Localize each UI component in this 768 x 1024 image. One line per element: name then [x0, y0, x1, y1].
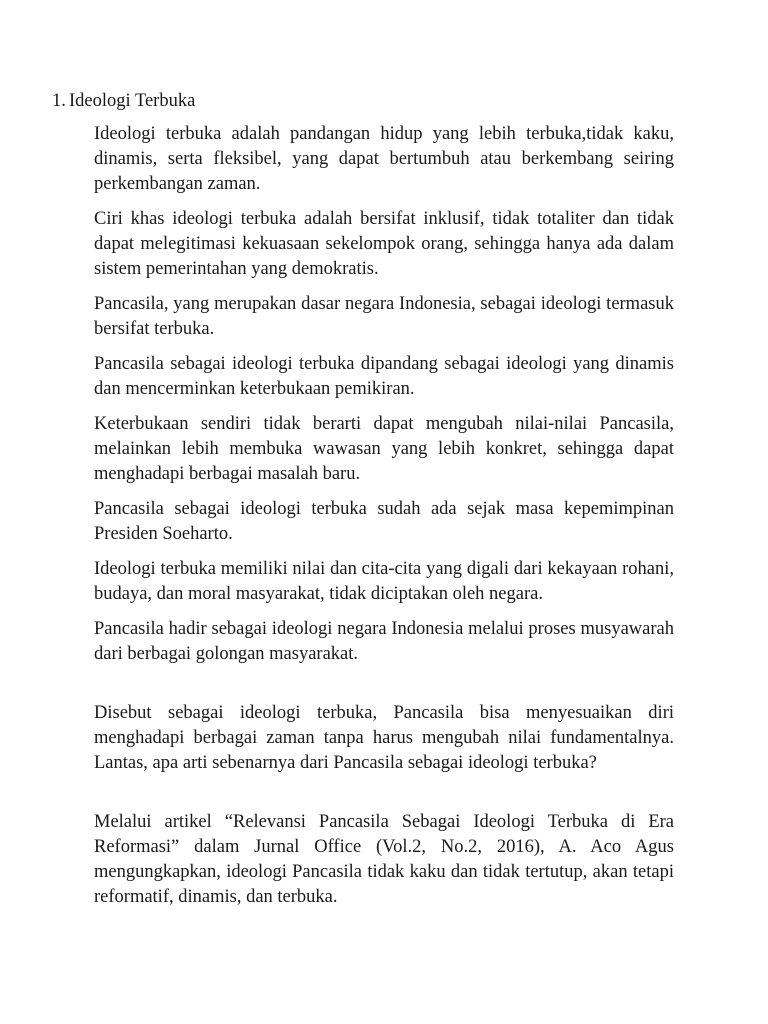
paragraph-definition: Ideologi terbuka adalah pandangan hidup yang lebih terbuka,tidak kaku, dinamis, serta fleksibel, yang dapat bertumbuh atau berkembang seiring perkembangan zaman. — [94, 124, 674, 194]
paragraph-history: Pancasila sebagai ideologi terbuka sudah ada sejak masa kepemimpinan Presiden Soeharto. — [94, 499, 674, 544]
section-title: Ideologi Terbuka — [69, 91, 196, 111]
section-body — [94, 122, 674, 910]
section-heading — [52, 89, 195, 113]
paragraph-deliberation: Pancasila hadir sebagai ideologi negara Indonesia melalui proses musyawarah dari berbagai golongan masyarakat. — [94, 619, 674, 664]
paragraph-pancasila-open: Pancasila, yang merupakan dasar negara Indonesia, sebagai ideologi termasuk bersifat terbuka. — [94, 294, 674, 339]
section-number: 1. — [52, 91, 66, 111]
paragraph-characteristics: Ciri khas ideologi terbuka adalah bersifat inklusif, tidak totaliter dan tidak dapat melegitimasi kekuasaan sekelompok orang, sehingga hanya ada dalam sistem pemerintahan yang demokratis. — [94, 209, 674, 279]
paragraph-question: Disebut sebagai ideologi terbuka, Pancasila bisa menyesuaikan diri menghadapi berbagai zaman tanpa harus mengubah nilai fundamentalnya. Lantas, apa arti sebenarnya dari Pancasila sebagai ideologi terbuka? — [94, 703, 674, 773]
paragraph-citation: Melalui artikel “Relevansi Pancasila Sebagai Ideologi Terbuka di Era Reformasi” dalam Jurnal Office (Vol.2, No.2, 2016), A. Aco Agus mengungkapkan, ideologi Pancasila tidak kaku dan tidak tertutup, akan tetapi reformatif, dinamis, dan terbuka. — [94, 812, 674, 907]
paragraph-values: Ideologi terbuka memiliki nilai dan cita-cita yang digali dari kekayaan rohani, budaya, dan moral masyarakat, tidak diciptakan oleh negara. — [94, 559, 674, 604]
paragraph-dynamic: Pancasila sebagai ideologi terbuka dipandang sebagai ideologi yang dinamis dan mencerminkan keterbukaan pemikiran. — [94, 354, 674, 399]
paragraph-openness: Keterbukaan sendiri tidak berarti dapat mengubah nilai-nilai Pancasila, melainkan lebih membuka wawasan yang lebih konkret, sehingga dapat menghadapi berbagai masalah baru. — [94, 414, 674, 484]
